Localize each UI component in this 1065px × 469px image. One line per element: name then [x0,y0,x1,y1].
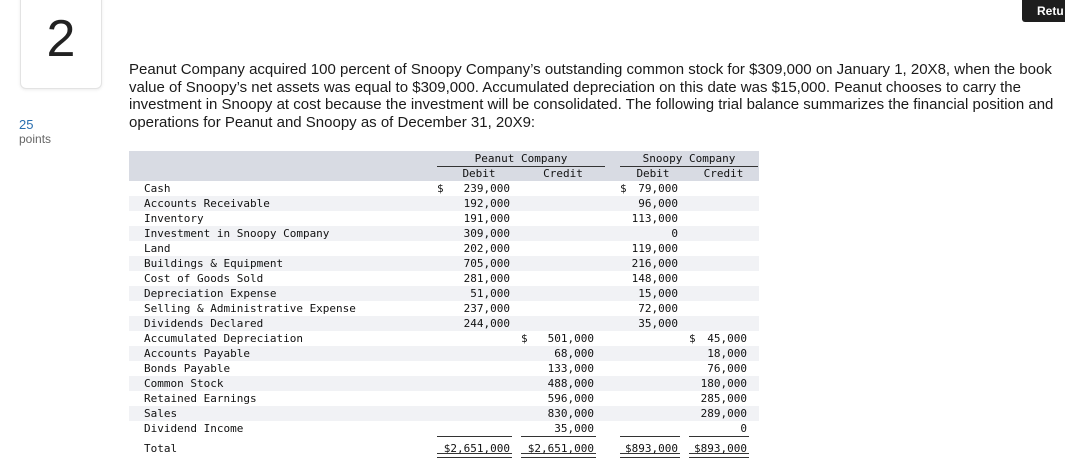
account-name: Land [144,242,171,255]
total-underline [521,453,596,458]
account-name: Bonds Payable [144,362,231,375]
trial-balance-row [129,241,759,256]
peanut-debit-cell: 191,000 [463,212,510,225]
snoopy-credit-header: Credit [703,167,744,180]
trial-balance-header [129,151,759,181]
snoopy-credit-cell: 289,000 [700,407,747,420]
peanut-debit-cell: 705,000 [463,257,510,270]
peanut-credit-cell: 596,000 [547,392,594,405]
peanut-credit-cell: 488,000 [547,377,594,390]
currency-symbol: $ [689,332,696,345]
snoopy-credit-cell: 285,000 [700,392,747,405]
peanut-credit-cell: 830,000 [547,407,594,420]
account-name: Depreciation Expense [144,287,277,300]
total-label: Total [144,442,178,455]
account-name: Common Stock [144,377,224,390]
peanut-company-header: Peanut Company [437,152,605,167]
account-name: Accounts Payable [144,347,250,360]
snoopy-credit-cell: 18,000 [707,347,747,360]
trial-balance-row [129,226,759,241]
account-name: Inventory [144,212,204,225]
currency-symbol: $ [521,332,528,345]
snoopy-debit-cell: 216,000 [631,257,678,270]
snoopy-debit-cell: 15,000 [638,287,678,300]
trial-balance-row [129,376,759,391]
account-name: Cash [144,182,171,195]
return-button[interactable]: Retu [1022,0,1065,22]
snoopy-debit-cell: 72,000 [638,302,678,315]
snoopy-credit-cell: 0 [740,422,747,435]
currency-symbol: $ [620,182,627,195]
peanut-debit-cell: 281,000 [463,272,510,285]
peanut-credit-cell: 35,000 [554,422,594,435]
subtotal-rule [689,436,749,437]
trial-balance-row [129,421,759,436]
total-snoopy-credit: $893,000 [694,442,747,455]
snoopy-debit-cell: 148,000 [631,272,678,285]
peanut-credit-cell: 501,000 [547,332,594,345]
snoopy-credit-cell: 76,000 [707,362,747,375]
subtotal-rule [437,436,512,437]
trial-balance-row [129,391,759,406]
snoopy-debit-cell: 119,000 [631,242,678,255]
points-label: points [19,132,52,146]
trial-balance-row [129,361,759,376]
account-name: Cost of Goods Sold [144,272,264,285]
currency-symbol: $ [437,182,444,195]
account-name: Accounts Receivable [144,197,270,210]
trial-balance-row [129,286,759,301]
account-name: Buildings & Equipment [144,257,284,270]
snoopy-company-header: Snoopy Company [620,152,758,167]
account-name: Dividend Income [144,422,244,435]
snoopy-debit-cell: 113,000 [631,212,678,225]
account-name: Investment in Snoopy Company [144,227,330,240]
trial-balance-row [129,406,759,421]
trial-balance-row [129,196,759,211]
total-snoopy-debit: $893,000 [625,442,678,455]
peanut-debit-cell: 309,000 [463,227,510,240]
snoopy-debit-cell: 0 [671,227,678,240]
question-prompt: Peanut Company acquired 100 percent of Snoopy Company’s outstanding common stock for $309,000 on January 1, 20X8, when the book value of Snoopy’s net assets was equal to $309,000. Accumulated depreciation on this date was $15,000. Peanut chooses to carry the investment in Snoopy at cost because the investment will be consolidated. The following trial balance summarizes the financial position and operations for Peanut and Snoopy as of December 31, 20X9: [129,61,1054,131]
points-value: 25 [19,117,34,132]
peanut-debit-cell: 244,000 [463,317,510,330]
peanut-debit-cell: 239,000 [463,182,510,195]
points-indicator [19,117,51,147]
total-peanut-credit: $2,651,000 [527,442,594,455]
trial-balance-row [129,256,759,271]
snoopy-credit-cell: 45,000 [707,332,747,345]
trial-balance-row [129,301,759,316]
trial-balance-row [129,331,759,346]
account-name: Selling & Administrative Expense [144,302,356,315]
trial-balance-row [129,346,759,361]
total-row [129,438,759,460]
question-number: 2 [46,10,76,68]
question-number-card [20,0,102,89]
peanut-credit-cell: 133,000 [547,362,594,375]
subtotal-rule [521,436,596,437]
subtotal-rule [620,436,680,437]
total-underline [437,453,512,458]
total-peanut-debit: $2,651,000 [443,442,510,455]
snoopy-debit-cell: 79,000 [638,182,678,195]
peanut-credit-header: Credit [543,167,583,180]
account-name: Dividends Declared [144,317,264,330]
account-name: Retained Earnings [144,392,257,405]
peanut-credit-cell: 68,000 [554,347,594,360]
peanut-debit-header: Debit [462,167,496,180]
snoopy-credit-cell: 180,000 [700,377,747,390]
account-name: Accumulated Depreciation [144,332,303,345]
snoopy-debit-header: Debit [636,167,670,180]
trial-balance-row [129,211,759,226]
trial-balance-row [129,271,759,286]
account-name: Sales [144,407,178,420]
peanut-debit-cell: 51,000 [470,287,510,300]
snoopy-debit-cell: 96,000 [638,197,678,210]
peanut-debit-cell: 192,000 [463,197,510,210]
snoopy-debit-cell: 35,000 [638,317,678,330]
total-underline [689,453,749,458]
peanut-debit-cell: 202,000 [463,242,510,255]
trial-balance-body [129,181,759,436]
total-underline [620,453,680,458]
trial-balance-row [129,181,759,196]
peanut-debit-cell: 237,000 [463,302,510,315]
trial-balance-row [129,316,759,331]
trial-balance-table [129,151,759,460]
